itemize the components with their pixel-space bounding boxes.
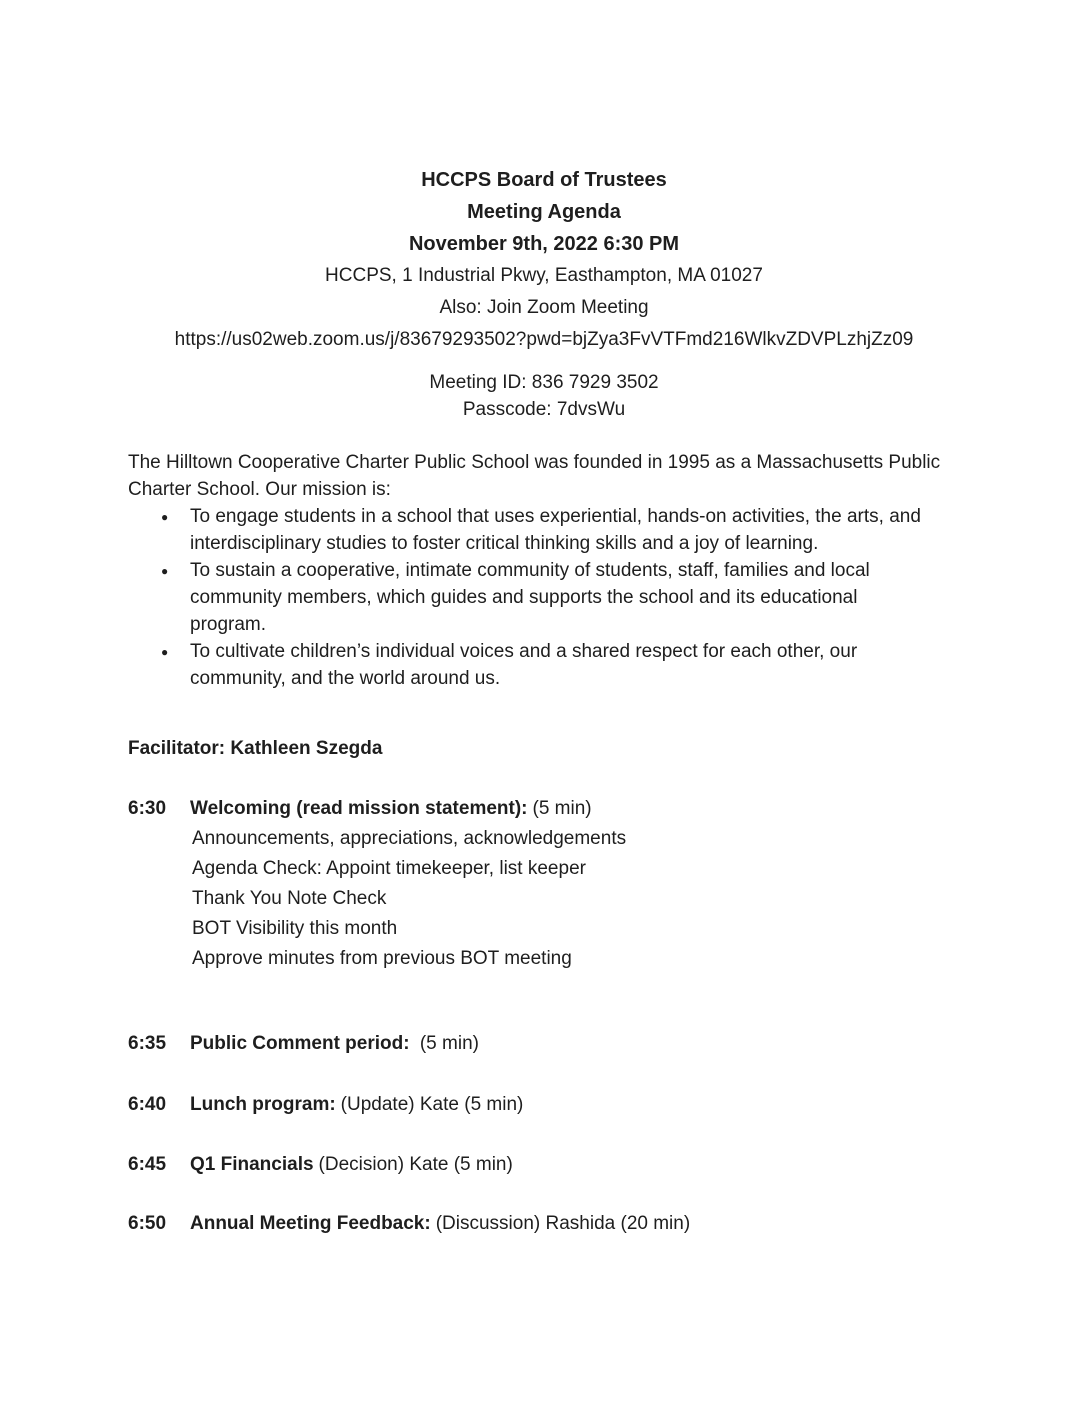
bullet-icon: ● xyxy=(161,645,169,659)
doc-subtitle: Meeting Agenda xyxy=(467,201,621,223)
venue-address: HCCPS, 1 Industrial Pkwy, Easthampton, MA 01027 xyxy=(325,265,763,286)
bullet-line: To sustain a cooperative, intimate community of students, staff, families and local xyxy=(190,560,870,581)
agenda-item-welcoming xyxy=(128,798,592,820)
bullet-line: To cultivate children’s individual voices and a shared respect for each other, our xyxy=(190,641,858,662)
agenda-detail: (5 min) xyxy=(532,798,592,819)
intro-paragraph-line: The Hilltown Cooperative Charter Public School was founded in 1995 as a Massachusetts Public xyxy=(128,452,941,473)
agenda-detail: (Decision) Kate (5 min) xyxy=(318,1154,513,1175)
agenda-time: 6:50 xyxy=(128,1213,167,1234)
agenda-time: 6:40 xyxy=(128,1094,167,1115)
agenda-item-public-comment xyxy=(128,1033,479,1055)
meeting-passcode: Passcode: 7dvsWu xyxy=(462,399,626,420)
facilitator-heading: Facilitator: Kathleen Szegda xyxy=(128,738,383,759)
agenda-title: Public Comment period: xyxy=(190,1033,410,1054)
agenda-time: 6:45 xyxy=(128,1154,167,1175)
meeting-id: Meeting ID: 836 7929 3502 xyxy=(429,372,659,393)
agenda-title: Welcoming (read mission statement): xyxy=(190,798,528,819)
agenda-time: 6:35 xyxy=(128,1033,167,1054)
zoom-meeting-url: https://us02web.zoom.us/j/83679293502?pwd=bjZya3FvVTFmd216WlkvZDVPLzhjZz09 xyxy=(174,329,914,350)
bullet-line: program. xyxy=(190,614,267,635)
agenda-detail: (Discussion) Rashida (20 min) xyxy=(435,1213,691,1234)
agenda-item-lunch-program xyxy=(128,1094,523,1116)
agenda-subline: Agenda Check: Appoint timekeeper, list keeper xyxy=(192,858,586,879)
meeting-credentials xyxy=(0,369,1088,423)
agenda-detail: (5 min) xyxy=(414,1033,479,1054)
agenda-title: Annual Meeting Feedback: xyxy=(190,1213,431,1234)
agenda-title: Q1 Financials xyxy=(190,1154,314,1175)
agenda-item-q1-financials xyxy=(128,1154,513,1176)
bullet-icon: ● xyxy=(161,510,169,524)
doc-datetime: November 9th, 2022 6:30 PM xyxy=(408,233,680,255)
zoom-join-label: Also: Join Zoom Meeting xyxy=(439,297,649,318)
bullet-line: community members, which guides and supports the school and its educational xyxy=(190,587,858,608)
doc-title: HCCPS Board of Trustees xyxy=(421,169,667,191)
agenda-subline: Thank You Note Check xyxy=(192,888,387,909)
intro-paragraph-line: Charter School. Our mission is: xyxy=(128,479,391,500)
mission-bullet xyxy=(128,557,978,638)
agenda-sublines xyxy=(192,824,626,974)
bullet-line: To engage students in a school that uses experiential, hands-on activities, the arts, and xyxy=(190,506,921,527)
agenda-detail: (Update) Kate (5 min) xyxy=(340,1094,524,1115)
agenda-subline: Approve minutes from previous BOT meeting xyxy=(192,948,572,969)
agenda-item-annual-meeting-feedback xyxy=(128,1213,690,1235)
agenda-subline: Announcements, appreciations, acknowledgements xyxy=(192,828,627,849)
bullet-line: interdisciplinary studies to foster critical thinking skills and a joy of learning. xyxy=(190,533,819,554)
intro-section xyxy=(128,449,978,692)
mission-bullet xyxy=(128,503,978,557)
agenda-subline: BOT Visibility this month xyxy=(192,918,398,939)
doc-header xyxy=(0,164,1088,356)
mission-bullet xyxy=(128,638,978,692)
bullet-icon: ● xyxy=(161,564,169,578)
bullet-line: community, and the world around us. xyxy=(190,668,501,689)
agenda-title: Lunch program: xyxy=(190,1094,336,1115)
agenda-time: 6:30 xyxy=(128,798,167,819)
